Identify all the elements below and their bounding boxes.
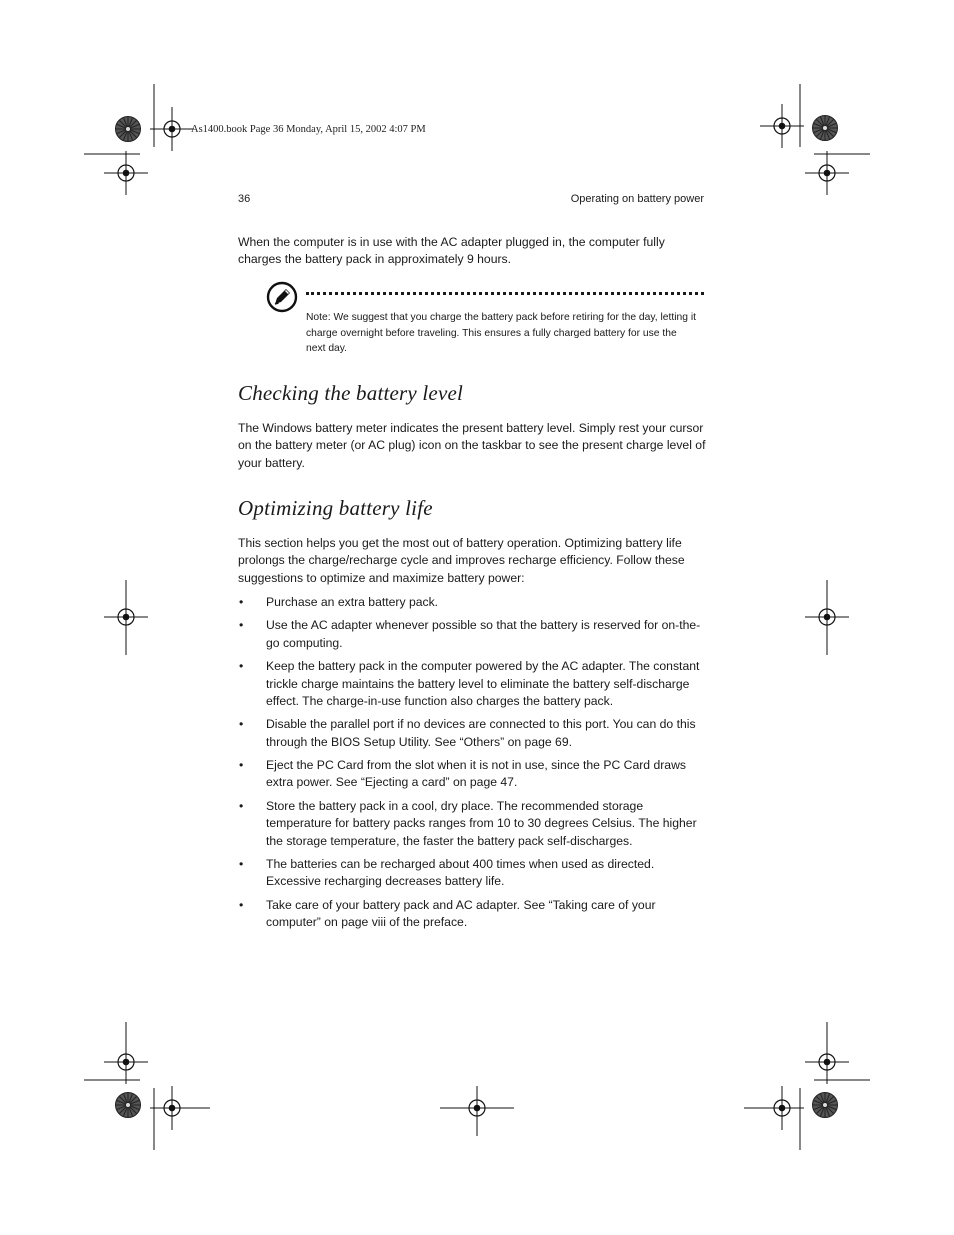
note-divider — [306, 292, 704, 295]
list-item-text: Purchase an extra battery pack. — [266, 595, 439, 609]
bullet-icon: • — [239, 856, 244, 871]
section-heading-checking: Checking the battery level — [238, 381, 464, 405]
list-item-text: Disable the parallel port if no devices are connected to this port. You can do this through the BIOS Setup Utility. See “Others” on page 69. — [266, 717, 696, 749]
list-item — [238, 856, 708, 891]
bullet-icon: • — [239, 618, 244, 633]
bullet-icon: • — [239, 758, 244, 773]
list-item — [238, 897, 708, 932]
bullet-icon: • — [239, 595, 244, 609]
list-item-text: The batteries can be recharged about 400 times when used as directed. Excessive recharging decreases battery life. — [266, 856, 655, 889]
section-body-checking: The Windows battery meter indicates the present battery level. Simply rest your cursor on the battery meter (or AC plug) icon on the taskbar to see the present charge level of your battery. — [238, 421, 706, 470]
bullet-icon: • — [239, 798, 244, 813]
battery-tips-list — [238, 594, 708, 938]
section-heading-optimizing: Optimizing battery life — [238, 496, 433, 520]
list-item — [238, 757, 708, 792]
list-item-text: Use the AC adapter whenever possible so that the battery is reserved for on-the-go computing. — [266, 618, 701, 650]
list-item-text: Store the battery pack in a cool, dry place. The recommended storage temperature for battery packs ranges from 10 to 30 degrees Celsius. The higher the storage temperature, the faster the battery pack self-discharges. — [266, 798, 697, 848]
running-header: Operating on battery power — [570, 193, 704, 205]
list-item-text: Take care of your battery pack and AC adapter. See “Taking care of your computer” on page viii of the preface. — [266, 897, 656, 930]
note-text: Note: We suggest that you charge the battery pack before retiring for the day, letting it charge overnight before traveling. This ensures a fully charged battery for use the next day. — [306, 312, 696, 355]
intro-paragraph: When the computer is in use with the AC adapter plugged in, the computer fully charges the battery pack in approximately 9 hours. — [238, 235, 665, 267]
list-item-text: Eject the PC Card from the slot when it is not in use, since the PC Card draws extra power. See “Ejecting a card” on page 47. — [266, 758, 686, 790]
list-item — [238, 594, 708, 611]
bullet-icon: • — [239, 659, 244, 674]
bullet-icon: • — [239, 897, 244, 912]
pencil-note-icon — [266, 281, 298, 318]
list-item — [238, 617, 708, 652]
list-item — [238, 798, 708, 850]
list-item-text: Keep the battery pack in the computer powered by the AC adapter. The constant trickle charge maintains the battery level to eliminate the battery self-discharge effect. The charge-in-use function also charges the battery pack. — [266, 659, 700, 708]
print-slug: As1400.book Page 36 Monday, April 15, 2002 4:07 PM — [191, 124, 426, 135]
section-body-optimizing: This section helps you get the most out of battery operation. Optimizing battery life prolongs the charge/recharge cycle and improves recharge efficiency. Follow these suggestions to optimize and maximize battery power: — [238, 536, 685, 585]
list-item — [238, 658, 708, 710]
bullet-icon: • — [239, 717, 244, 732]
list-item — [238, 716, 708, 751]
page-number: 36 — [238, 193, 251, 205]
